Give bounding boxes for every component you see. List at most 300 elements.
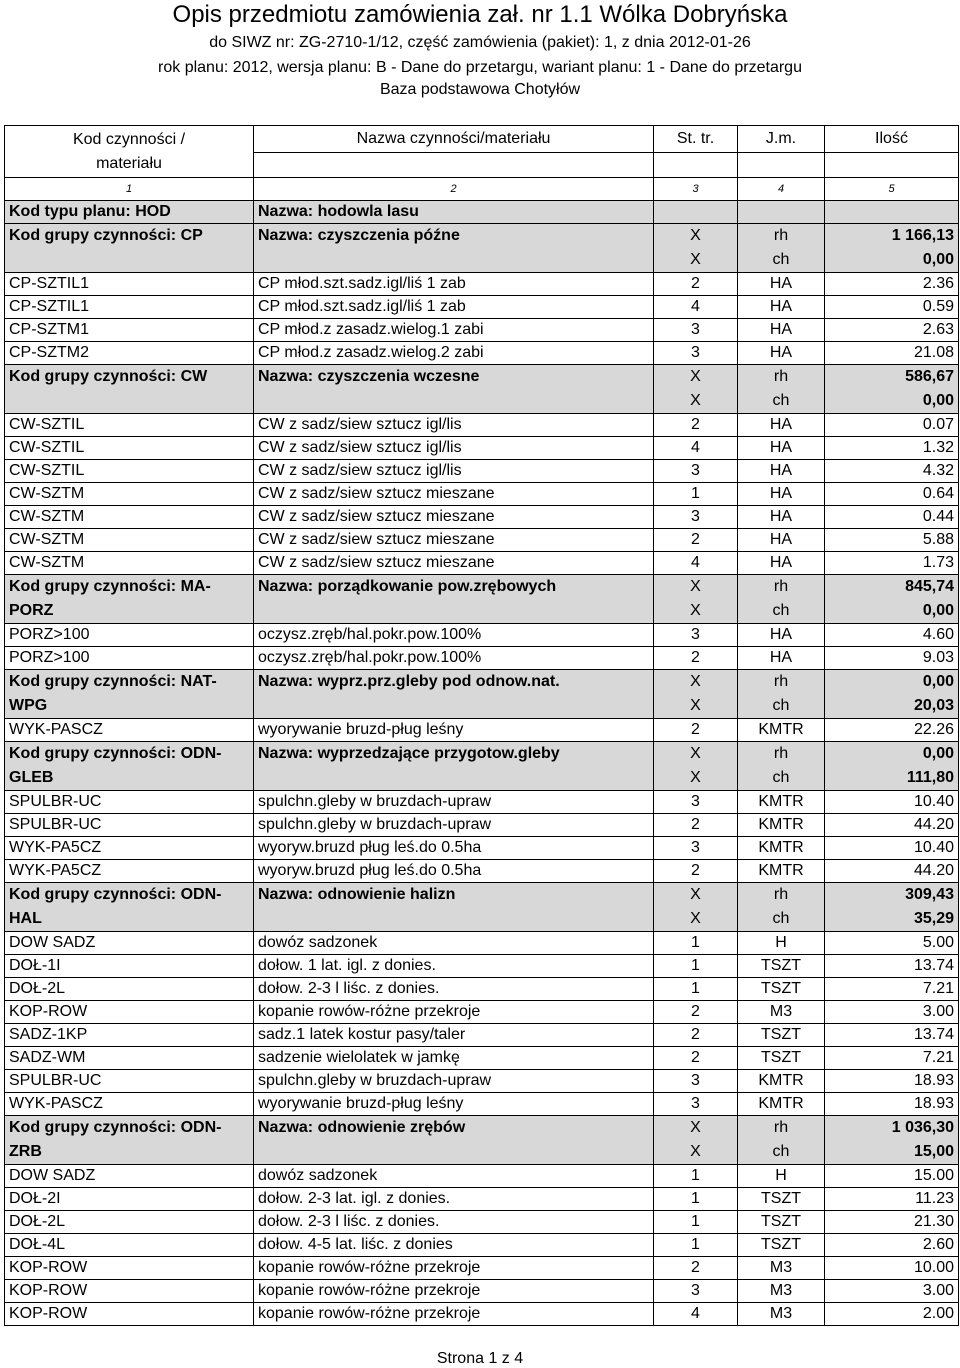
row-name: dowóz sadzonek bbox=[254, 1165, 654, 1188]
group-jm-line-2: ch bbox=[772, 1143, 790, 1160]
group-name-line-1: Nazwa: odnowienie halizn bbox=[258, 886, 456, 903]
table-row bbox=[5, 814, 959, 837]
row-name: wyoryw.bruzd pług leś.do 0.5ha bbox=[254, 860, 654, 883]
group-code bbox=[5, 742, 254, 791]
row-code: KOP-ROW bbox=[5, 1280, 254, 1303]
row-name: CP młod.szt.sadz.igl/liś 1 zab bbox=[254, 273, 654, 296]
row-code: PORZ>100 bbox=[5, 624, 254, 647]
row-code: DOW SADZ bbox=[5, 1165, 254, 1188]
group-name bbox=[254, 670, 654, 719]
row-name: dołow. 2-3 lat. igl. z donies. bbox=[254, 1188, 654, 1211]
row-st: 1 bbox=[654, 1165, 738, 1188]
group-code bbox=[5, 365, 254, 414]
row-qty: 2.63 bbox=[825, 319, 959, 342]
table-row bbox=[5, 860, 959, 883]
row-qty: 10.40 bbox=[825, 791, 959, 814]
table-row bbox=[5, 437, 959, 460]
table-row bbox=[5, 296, 959, 319]
activity-group-row bbox=[5, 1116, 959, 1165]
activity-group-row bbox=[5, 365, 959, 414]
row-st: 2 bbox=[654, 719, 738, 742]
group-jm-line-1: rh bbox=[773, 886, 789, 903]
row-name: kopanie rowów-różne przekroje bbox=[254, 1280, 654, 1303]
group-jm bbox=[738, 742, 825, 791]
col-header-spacer bbox=[254, 153, 654, 178]
plan-type-empty bbox=[825, 201, 959, 224]
row-st: 3 bbox=[654, 506, 738, 529]
row-code: SADZ-WM bbox=[5, 1047, 254, 1070]
row-st: 3 bbox=[654, 837, 738, 860]
row-code: CP-SZTM1 bbox=[5, 319, 254, 342]
group-qty bbox=[825, 742, 959, 791]
table-row bbox=[5, 1070, 959, 1093]
table-row bbox=[5, 1047, 959, 1070]
row-jm: TSZT bbox=[738, 1211, 825, 1234]
row-st: 3 bbox=[654, 1093, 738, 1116]
row-name: wyorywanie bruzd-pług leśny bbox=[254, 1093, 654, 1116]
row-qty: 44.20 bbox=[825, 814, 959, 837]
group-st-line-1: X bbox=[690, 745, 701, 762]
row-name: kopanie rowów-różne przekroje bbox=[254, 1001, 654, 1024]
row-st: 2 bbox=[654, 647, 738, 670]
row-st: 3 bbox=[654, 791, 738, 814]
row-st: 4 bbox=[654, 552, 738, 575]
group-st-line-1: X bbox=[690, 368, 701, 385]
row-jm: HA bbox=[738, 437, 825, 460]
row-name: kopanie rowów-różne przekroje bbox=[254, 1257, 654, 1280]
table-row bbox=[5, 460, 959, 483]
row-code: WYK-PASCZ bbox=[5, 719, 254, 742]
table-row bbox=[5, 647, 959, 670]
table-row bbox=[5, 837, 959, 860]
row-name: dołow. 1 lat. igl. z donies. bbox=[254, 955, 654, 978]
row-st: 2 bbox=[654, 414, 738, 437]
row-qty: 3.00 bbox=[825, 1001, 959, 1024]
group-st bbox=[654, 1116, 738, 1165]
col-num-4: 4 bbox=[738, 178, 825, 201]
group-qty-line-1: 0,00 bbox=[922, 673, 954, 690]
row-st: 2 bbox=[654, 529, 738, 552]
group-code-line-2: HAL bbox=[9, 910, 42, 927]
group-qty bbox=[825, 670, 959, 719]
row-jm: HA bbox=[738, 273, 825, 296]
row-code: CW-SZTM bbox=[5, 529, 254, 552]
table-row bbox=[5, 414, 959, 437]
table-row bbox=[5, 1211, 959, 1234]
group-code-line-1: Kod grupy czynności: MA- bbox=[9, 578, 211, 595]
group-st-line-1: X bbox=[690, 578, 701, 595]
group-name bbox=[254, 883, 654, 932]
group-code bbox=[5, 1116, 254, 1165]
row-st: 1 bbox=[654, 932, 738, 955]
row-st: 3 bbox=[654, 460, 738, 483]
table-row bbox=[5, 1093, 959, 1116]
row-qty: 5.88 bbox=[825, 529, 959, 552]
group-st-line-1: X bbox=[690, 227, 701, 244]
group-jm-line-2: ch bbox=[772, 392, 790, 409]
row-jm: HA bbox=[738, 506, 825, 529]
row-jm: TSZT bbox=[738, 978, 825, 1001]
group-qty bbox=[825, 883, 959, 932]
group-st bbox=[654, 575, 738, 624]
row-code: DOŁ-2I bbox=[5, 1188, 254, 1211]
row-st: 4 bbox=[654, 296, 738, 319]
plan-type-row bbox=[5, 201, 959, 224]
row-st: 3 bbox=[654, 624, 738, 647]
row-qty: 13.74 bbox=[825, 1024, 959, 1047]
group-st-line-2: X bbox=[690, 697, 701, 714]
row-jm: HA bbox=[738, 319, 825, 342]
row-name: spulchn.gleby w bruzdach-upraw bbox=[254, 814, 654, 837]
row-name: oczysz.zręb/hal.pokr.pow.100% bbox=[254, 647, 654, 670]
group-jm bbox=[738, 1116, 825, 1165]
table-row bbox=[5, 1188, 959, 1211]
row-code: SPULBR-UC bbox=[5, 791, 254, 814]
group-code-line-2 bbox=[9, 389, 249, 413]
table-row bbox=[5, 978, 959, 1001]
row-qty: 1.32 bbox=[825, 437, 959, 460]
row-name: wyoryw.bruzd pług leś.do 0.5ha bbox=[254, 837, 654, 860]
activity-group-row bbox=[5, 670, 959, 719]
group-qty-line-2: 0,00 bbox=[922, 602, 954, 619]
row-qty: 10.40 bbox=[825, 837, 959, 860]
group-name bbox=[254, 365, 654, 414]
row-st: 2 bbox=[654, 814, 738, 837]
activity-group-row bbox=[5, 742, 959, 791]
group-qty bbox=[825, 224, 959, 273]
row-st: 3 bbox=[654, 1070, 738, 1093]
group-name-line-1: Nazwa: wyprz.prz.gleby pod odnow.nat. bbox=[258, 673, 560, 690]
group-code-line-2: PORZ bbox=[9, 602, 54, 619]
row-code: KOP-ROW bbox=[5, 1001, 254, 1024]
row-name: oczysz.zręb/hal.pokr.pow.100% bbox=[254, 624, 654, 647]
row-jm: KMTR bbox=[738, 860, 825, 883]
row-qty: 0.64 bbox=[825, 483, 959, 506]
group-st-line-1: X bbox=[690, 1119, 701, 1136]
group-qty-line-1: 1 036,30 bbox=[891, 1119, 954, 1136]
group-qty-line-1: 1 166,13 bbox=[891, 227, 954, 244]
plan-line: rok planu: 2012, wersja planu: B - Dane do przetargu, wariant planu: 1 - Dane do przetargu bbox=[158, 59, 802, 76]
row-qty: 0.07 bbox=[825, 414, 959, 437]
group-code-line-1: Kod grupy czynności: ODN- bbox=[9, 745, 222, 762]
row-name: CW z sadz/siew sztucz mieszane bbox=[254, 552, 654, 575]
row-code: SPULBR-UC bbox=[5, 1070, 254, 1093]
group-qty-line-1: 309,43 bbox=[905, 886, 954, 903]
group-qty bbox=[825, 1116, 959, 1165]
table-row bbox=[5, 955, 959, 978]
col-header-spacer bbox=[654, 153, 738, 178]
row-qty: 15.00 bbox=[825, 1165, 959, 1188]
group-qty-line-1: 0,00 bbox=[922, 745, 954, 762]
group-code bbox=[5, 883, 254, 932]
col-header-st: St. tr. bbox=[654, 126, 738, 153]
table-row bbox=[5, 1234, 959, 1257]
row-name: CP młod.z zasadz.wielog.1 zabi bbox=[254, 319, 654, 342]
row-qty: 5.00 bbox=[825, 932, 959, 955]
group-qty bbox=[825, 365, 959, 414]
table-row bbox=[5, 273, 959, 296]
group-code bbox=[5, 670, 254, 719]
row-jm: KMTR bbox=[738, 814, 825, 837]
row-code: DOŁ-1I bbox=[5, 955, 254, 978]
row-st: 3 bbox=[654, 319, 738, 342]
group-st-line-2: X bbox=[690, 251, 701, 268]
row-qty: 13.74 bbox=[825, 955, 959, 978]
table-row bbox=[5, 1165, 959, 1188]
row-code: DOŁ-2L bbox=[5, 1211, 254, 1234]
row-code: WYK-PA5CZ bbox=[5, 837, 254, 860]
row-name: dowóz sadzonek bbox=[254, 932, 654, 955]
row-code: CP-SZTIL1 bbox=[5, 273, 254, 296]
plan-type-code: Kod typu planu: HOD bbox=[5, 201, 254, 224]
table-row bbox=[5, 624, 959, 647]
group-name-line-1: Nazwa: czyszczenia wczesne bbox=[258, 368, 480, 385]
row-jm: KMTR bbox=[738, 719, 825, 742]
row-name: sadzenie wielolatek w jamkę bbox=[254, 1047, 654, 1070]
table-row bbox=[5, 342, 959, 365]
group-name bbox=[254, 1116, 654, 1165]
table-row bbox=[5, 1001, 959, 1024]
column-number-row bbox=[5, 178, 959, 201]
row-name: wyorywanie bruzd-pług leśny bbox=[254, 719, 654, 742]
row-jm: HA bbox=[738, 647, 825, 670]
row-code: PORZ>100 bbox=[5, 647, 254, 670]
row-qty: 11.23 bbox=[825, 1188, 959, 1211]
table-row bbox=[5, 1024, 959, 1047]
group-st-line-1: X bbox=[690, 673, 701, 690]
plan-type-empty bbox=[738, 201, 825, 224]
row-jm: HA bbox=[738, 296, 825, 319]
row-qty: 0.59 bbox=[825, 296, 959, 319]
group-st-line-1: X bbox=[690, 886, 701, 903]
row-st: 2 bbox=[654, 1001, 738, 1024]
row-name: dołow. 2-3 l liśc. z donies. bbox=[254, 978, 654, 1001]
row-qty: 0.44 bbox=[825, 506, 959, 529]
group-jm-line-1: rh bbox=[773, 578, 789, 595]
page-footer: Strona 1 z 4 bbox=[436, 1350, 524, 1367]
row-name: CP młod.z zasadz.wielog.2 zabi bbox=[254, 342, 654, 365]
row-qty: 7.21 bbox=[825, 978, 959, 1001]
group-st bbox=[654, 365, 738, 414]
group-qty-line-1: 845,74 bbox=[905, 578, 954, 595]
group-st-line-2: X bbox=[690, 392, 701, 409]
row-st: 4 bbox=[654, 437, 738, 460]
row-st: 3 bbox=[654, 342, 738, 365]
siwz-line: do SIWZ nr: ZG-2710-1/12, część zamówienia (pakiet): 1, z dnia 2012-01-26 bbox=[209, 34, 751, 51]
row-jm: H bbox=[738, 932, 825, 955]
row-jm: KMTR bbox=[738, 1070, 825, 1093]
group-code-line-1: Kod grupy czynności: CW bbox=[9, 368, 208, 385]
row-qty: 2.60 bbox=[825, 1234, 959, 1257]
table-row bbox=[5, 319, 959, 342]
group-jm-line-2: ch bbox=[772, 251, 790, 268]
group-name-line-1: Nazwa: wyprzedzające przygotow.gleby bbox=[258, 745, 560, 762]
row-jm: KMTR bbox=[738, 837, 825, 860]
table-row bbox=[5, 483, 959, 506]
col-header-spacer bbox=[825, 153, 959, 178]
group-name bbox=[254, 742, 654, 791]
group-name-line-1: Nazwa: porządkowanie pow.zrębowych bbox=[258, 578, 557, 595]
table-row bbox=[5, 506, 959, 529]
row-code: WYK-PASCZ bbox=[5, 1093, 254, 1116]
group-qty-line-2: 0,00 bbox=[922, 392, 954, 409]
table-row bbox=[5, 932, 959, 955]
row-jm: TSZT bbox=[738, 1047, 825, 1070]
row-code: CW-SZTM bbox=[5, 552, 254, 575]
activity-group-row bbox=[5, 883, 959, 932]
group-code-line-1: Kod grupy czynności: ODN- bbox=[9, 1119, 222, 1136]
row-jm: M3 bbox=[738, 1257, 825, 1280]
group-qty bbox=[825, 575, 959, 624]
group-st-line-2: X bbox=[690, 602, 701, 619]
row-st: 1 bbox=[654, 978, 738, 1001]
group-jm-line-1: rh bbox=[773, 1119, 789, 1136]
group-jm bbox=[738, 365, 825, 414]
row-qty: 2.00 bbox=[825, 1303, 959, 1326]
group-jm-line-2: ch bbox=[772, 697, 790, 714]
group-st bbox=[654, 883, 738, 932]
row-name: spulchn.gleby w bruzdach-upraw bbox=[254, 1070, 654, 1093]
group-st-line-2: X bbox=[690, 910, 701, 927]
row-name: sadz.1 latek kostur pasy/taler bbox=[254, 1024, 654, 1047]
group-jm-line-1: rh bbox=[773, 368, 789, 385]
row-qty: 18.93 bbox=[825, 1093, 959, 1116]
group-qty-line-1: 586,67 bbox=[905, 368, 954, 385]
row-qty: 4.60 bbox=[825, 624, 959, 647]
row-code: CW-SZTM bbox=[5, 483, 254, 506]
group-qty-line-2: 20,03 bbox=[913, 697, 954, 714]
row-qty: 22.26 bbox=[825, 719, 959, 742]
row-name: CP młod.szt.sadz.igl/liś 1 zab bbox=[254, 296, 654, 319]
group-jm-line-1: rh bbox=[773, 745, 789, 762]
row-st: 2 bbox=[654, 273, 738, 296]
row-jm: H bbox=[738, 1165, 825, 1188]
col-header-code bbox=[5, 126, 254, 178]
row-qty: 2.36 bbox=[825, 273, 959, 296]
row-name: CW z sadz/siew sztucz mieszane bbox=[254, 529, 654, 552]
activities-table bbox=[4, 125, 959, 1326]
group-qty-line-2: 0,00 bbox=[922, 251, 954, 268]
activity-group-row bbox=[5, 224, 959, 273]
row-jm: HA bbox=[738, 552, 825, 575]
row-jm: KMTR bbox=[738, 791, 825, 814]
column-header-row bbox=[5, 126, 959, 153]
row-qty: 18.93 bbox=[825, 1070, 959, 1093]
plan-type-empty bbox=[654, 201, 738, 224]
row-code: SADZ-1KP bbox=[5, 1024, 254, 1047]
row-name: dołow. 4-5 lat. liśc. z donies bbox=[254, 1234, 654, 1257]
row-name: spulchn.gleby w bruzdach-upraw bbox=[254, 791, 654, 814]
row-jm: TSZT bbox=[738, 955, 825, 978]
row-qty: 4.32 bbox=[825, 460, 959, 483]
group-code-line-1: Kod grupy czynności: ODN- bbox=[9, 886, 222, 903]
row-code: DOW SADZ bbox=[5, 932, 254, 955]
row-code: SPULBR-UC bbox=[5, 814, 254, 837]
row-code: CW-SZTM bbox=[5, 506, 254, 529]
document-title: Opis przedmiotu zamówienia zał. nr 1.1 Wólka Dobryńska bbox=[172, 1, 788, 28]
col-header-jm: J.m. bbox=[738, 126, 825, 153]
group-jm-line-1: rh bbox=[773, 227, 789, 244]
row-code: CW-SZTIL bbox=[5, 437, 254, 460]
group-qty-line-2: 111,80 bbox=[906, 769, 954, 786]
col-header-name: Nazwa czynności/materiału bbox=[254, 126, 654, 153]
group-jm bbox=[738, 883, 825, 932]
group-qty-line-2: 15,00 bbox=[913, 1143, 954, 1160]
row-code: DOŁ-2L bbox=[5, 978, 254, 1001]
row-code: CW-SZTIL bbox=[5, 414, 254, 437]
group-code-line-1: Kod grupy czynności: NAT- bbox=[9, 673, 217, 690]
row-code: KOP-ROW bbox=[5, 1257, 254, 1280]
group-code-line-2: WPG bbox=[9, 697, 48, 714]
table-row bbox=[5, 1257, 959, 1280]
col-header-code-line2: materiału bbox=[96, 155, 162, 172]
table-row bbox=[5, 529, 959, 552]
table-row bbox=[5, 719, 959, 742]
group-jm-line-2: ch bbox=[772, 602, 790, 619]
row-jm: TSZT bbox=[738, 1024, 825, 1047]
row-jm: M3 bbox=[738, 1280, 825, 1303]
row-st: 2 bbox=[654, 1024, 738, 1047]
group-jm bbox=[738, 575, 825, 624]
group-code bbox=[5, 575, 254, 624]
row-jm: HA bbox=[738, 342, 825, 365]
row-qty: 21.30 bbox=[825, 1211, 959, 1234]
row-name: CW z sadz/siew sztucz igl/lis bbox=[254, 437, 654, 460]
row-code: DOŁ-4L bbox=[5, 1234, 254, 1257]
row-code: CP-SZTM2 bbox=[5, 342, 254, 365]
row-name: CW z sadz/siew sztucz mieszane bbox=[254, 483, 654, 506]
table-row bbox=[5, 1280, 959, 1303]
row-name: CW z sadz/siew sztucz mieszane bbox=[254, 506, 654, 529]
group-qty-line-2: 35,29 bbox=[913, 910, 954, 927]
row-st: 1 bbox=[654, 955, 738, 978]
base-line: Baza podstawowa Chotyłów bbox=[379, 81, 581, 98]
group-st-line-2: X bbox=[690, 769, 701, 786]
row-name: CW z sadz/siew sztucz igl/lis bbox=[254, 460, 654, 483]
row-st: 1 bbox=[654, 1211, 738, 1234]
row-jm: HA bbox=[738, 624, 825, 647]
col-num-2: 2 bbox=[254, 178, 654, 201]
row-code: WYK-PA5CZ bbox=[5, 860, 254, 883]
plan-type-name: Nazwa: hodowla lasu bbox=[254, 201, 654, 224]
row-qty: 9.03 bbox=[825, 647, 959, 670]
row-st: 1 bbox=[654, 1188, 738, 1211]
row-qty: 1.73 bbox=[825, 552, 959, 575]
group-st bbox=[654, 670, 738, 719]
row-jm: HA bbox=[738, 529, 825, 552]
row-jm: HA bbox=[738, 483, 825, 506]
row-st: 2 bbox=[654, 860, 738, 883]
row-name: kopanie rowów-różne przekroje bbox=[254, 1303, 654, 1326]
row-code: CW-SZTIL bbox=[5, 460, 254, 483]
group-code-line-2 bbox=[9, 248, 249, 272]
row-qty: 44.20 bbox=[825, 860, 959, 883]
row-jm: M3 bbox=[738, 1001, 825, 1024]
row-jm: KMTR bbox=[738, 1093, 825, 1116]
row-st: 2 bbox=[654, 1047, 738, 1070]
table-row bbox=[5, 1303, 959, 1326]
group-st-line-2: X bbox=[690, 1143, 701, 1160]
group-jm bbox=[738, 224, 825, 273]
row-qty: 21.08 bbox=[825, 342, 959, 365]
col-num-1: 1 bbox=[5, 178, 254, 201]
activity-group-row bbox=[5, 575, 959, 624]
row-st: 4 bbox=[654, 1303, 738, 1326]
table-row bbox=[5, 791, 959, 814]
group-jm bbox=[738, 670, 825, 719]
group-name bbox=[254, 224, 654, 273]
group-jm-line-1: rh bbox=[773, 673, 789, 690]
